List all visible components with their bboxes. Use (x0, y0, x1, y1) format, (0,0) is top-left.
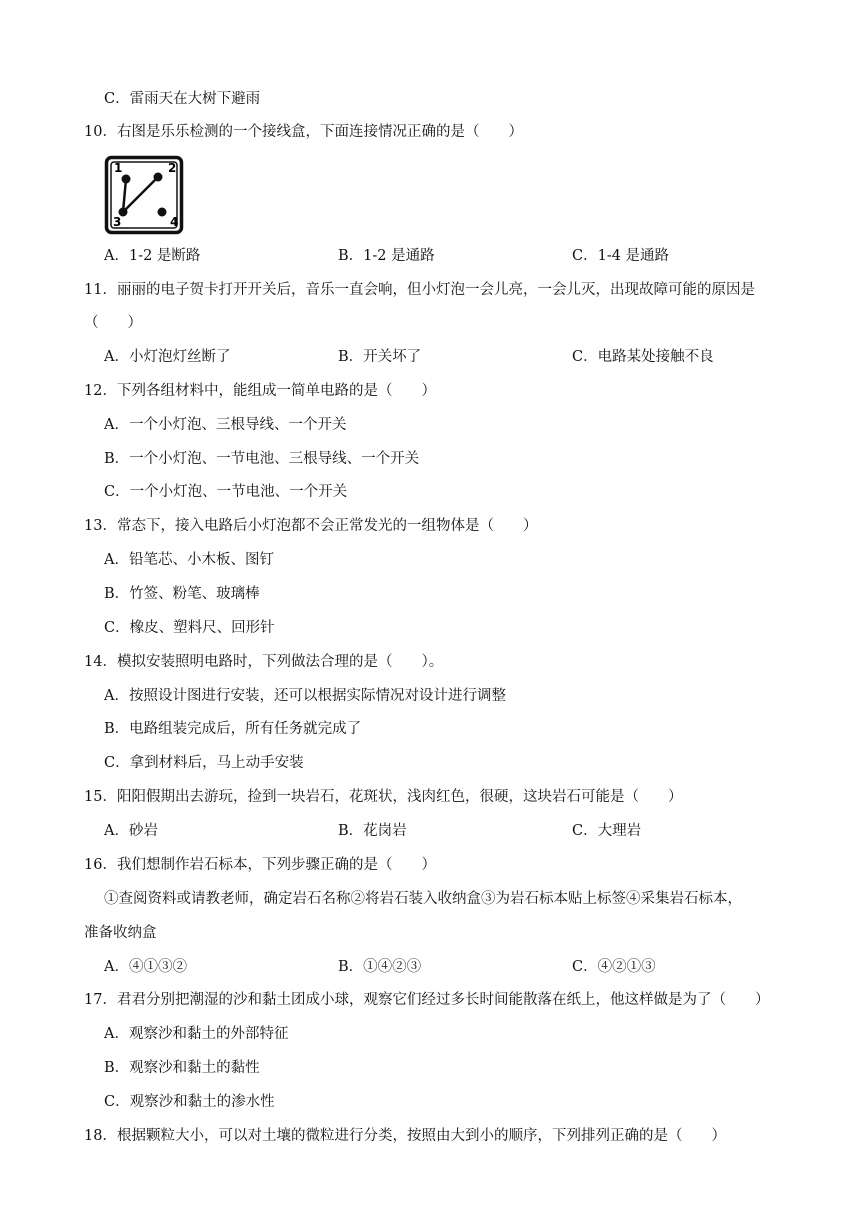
option-a[interactable]: A．铅笔芯、小木板、图钉 (104, 552, 274, 568)
option-c[interactable]: C．一个小灯泡、一节电池、一个开关 (104, 484, 348, 500)
question-10-options (0, 246, 860, 266)
option-c[interactable]: C．拿到材料后，马上动手安装 (104, 755, 304, 771)
option-b[interactable]: B．花岗岩 (338, 823, 407, 839)
option-c[interactable]: C．橡皮、塑料尺、回形针 (104, 620, 275, 636)
question-16-options (0, 957, 860, 977)
terminal-4-label: 4 (170, 215, 179, 229)
question-18: 18．根据颗粒大小，可以对土壤的微粒进行分类，按照由大到小的顺序，下列排列正确的是（ ） (84, 1128, 726, 1144)
option-c[interactable]: C．大理岩 (572, 823, 642, 839)
option-b[interactable]: B．①④②③ (338, 959, 422, 975)
question-11-options (0, 347, 860, 367)
question-11: 11．丽丽的电子贺卡打开开关后，音乐一直会响，但小灯泡一会儿亮，一会儿灭，出现故障可能的原因是 (84, 282, 755, 298)
terminal-1-label: 1 (114, 161, 123, 175)
question-11-cont: （ ） (84, 315, 142, 331)
question-15: 15．阳阳假期出去游玩，捡到一块岩石，花斑状，浅肉红色，很硬，这块岩石可能是（ ） (84, 789, 683, 805)
option-b[interactable]: B．一个小灯泡、一节电池、三根导线、一个开关 (104, 451, 420, 467)
terminal-2-label: 2 (168, 161, 177, 175)
option-c[interactable]: C．电路某处接触不良 (572, 349, 714, 365)
option-a[interactable]: A．砂岩 (104, 823, 158, 839)
option-c[interactable]: C．观察沙和黏土的渗水性 (104, 1094, 275, 1110)
question-12: 12．下列各组材料中，能组成一简单电路的是（ ） (84, 383, 436, 399)
option-a[interactable]: A．观察沙和黏土的外部特征 (104, 1026, 289, 1042)
option-a[interactable]: A．④①③② (104, 959, 187, 975)
option-a[interactable]: A．1-2 是断路 (104, 248, 201, 264)
option-b[interactable]: B．电路组装完成后，所有任务就完成了 (104, 721, 362, 737)
terminal-3-label: 3 (113, 215, 122, 229)
junction-box-figure (104, 155, 184, 235)
question-13: 13．常态下，接入电路后小灯泡都不会正常发光的一组物体是（ ） (84, 518, 538, 534)
option-a[interactable]: A．小灯泡灯丝断了 (104, 349, 231, 365)
option-b[interactable]: B．开关坏了 (338, 349, 422, 365)
question-16-steps-cont: 准备收纳盒 (84, 925, 157, 941)
option-c[interactable]: C．④②①③ (572, 959, 656, 975)
question-14: 14．模拟安装照明电路时，下列做法合理的是（ ）。 (84, 654, 444, 670)
question-10: 10．右图是乐乐检测的一个接线盒，下面连接情况正确的是（ ） (84, 124, 523, 140)
question-15-options (0, 821, 860, 841)
option-c[interactable]: C．1-4 是通路 (572, 248, 670, 264)
question-16: 16．我们想制作岩石标本，下列步骤正确的是（ ） (84, 857, 436, 873)
option-b[interactable]: B．观察沙和黏土的黏性 (104, 1060, 260, 1076)
option-a[interactable]: A．按照设计图进行安装，还可以根据实际情况对设计进行调整 (104, 688, 506, 704)
option-a[interactable]: A．一个小灯泡、三根导线、一个开关 (104, 417, 347, 433)
question-16-steps: ①查阅资料或请教老师，确定岩石名称②将岩石装入收纳盒③为岩石标本贴上标签④采集岩石标本， (104, 891, 742, 907)
option-b[interactable]: B．竹签、粉笔、玻璃棒 (104, 586, 260, 602)
prev-option-c: C．雷雨天在大树下避雨 (104, 91, 261, 107)
option-b[interactable]: B．1-2 是通路 (338, 248, 435, 264)
question-17: 17．君君分别把潮湿的沙和黏土团成小球，观察它们经过多长时间能散落在纸上，他这样做是为了（ ） (84, 992, 770, 1008)
